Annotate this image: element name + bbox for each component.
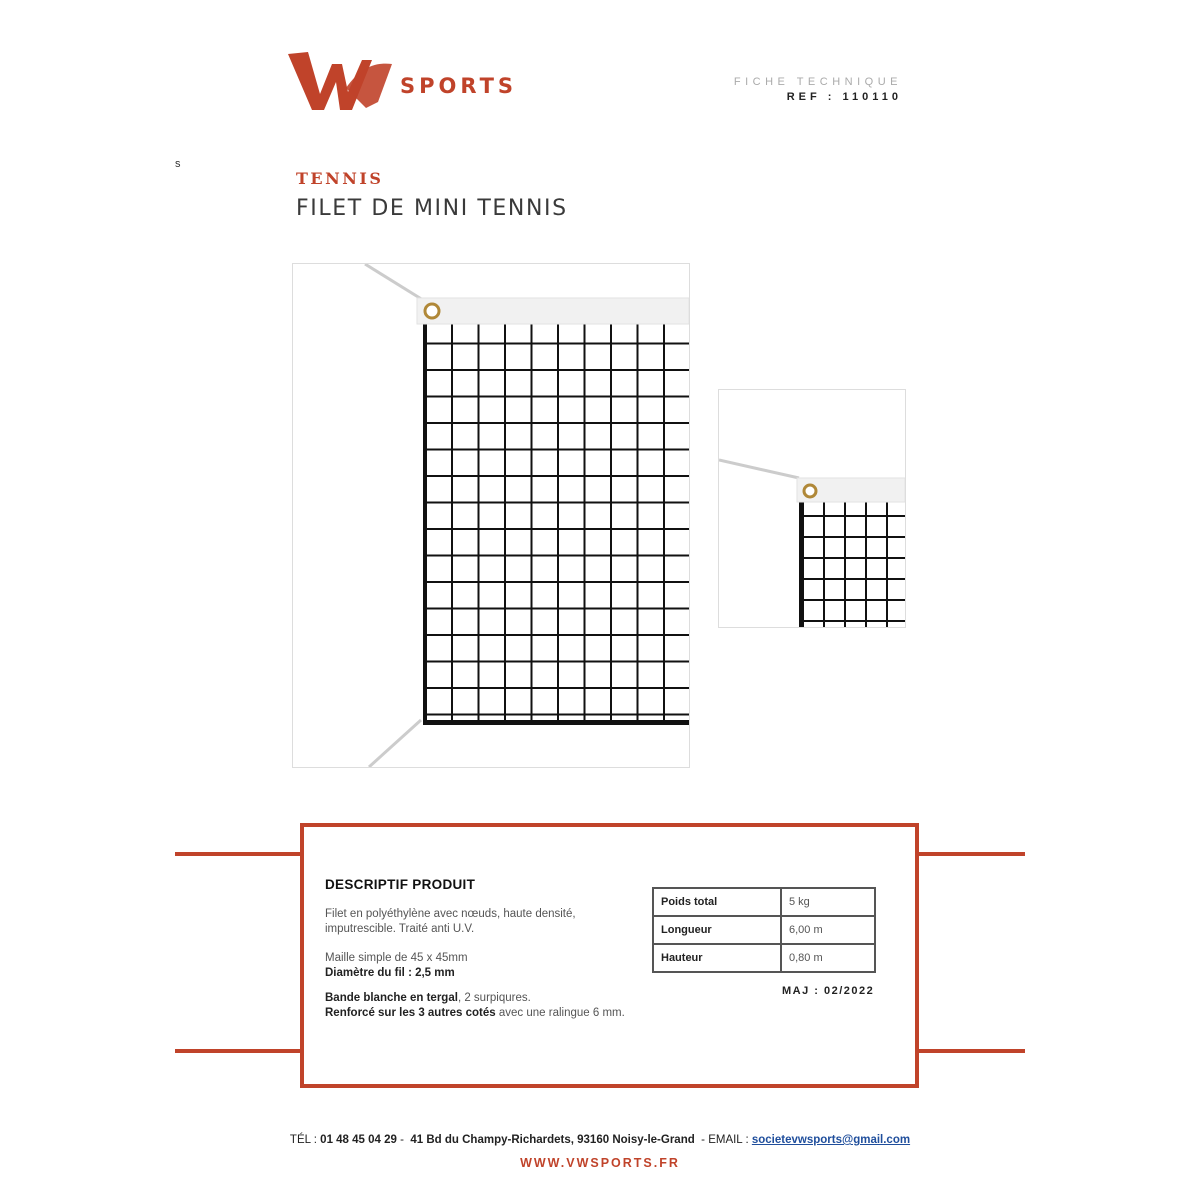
spec-value: 6,00 m [781,916,875,944]
brand-name: SPORTS [400,74,518,98]
footer-contact [0,1134,1200,1146]
description-paragraph [325,951,468,981]
separator: - [697,1134,709,1146]
description-text: Filet en polyéthylène avec nœuds, haute densité, [325,908,576,920]
email-link[interactable]: societevwsports@gmail.com [751,1134,911,1146]
separator: - [396,1134,408,1146]
description-text-bold: Diamètre du fil : 2,5 mm [325,967,455,979]
description-text: avec une ralingue 6 mm. [495,1007,625,1019]
spec-value: 5 kg [781,888,875,916]
product-category: TENNIS [296,169,384,188]
spec-label: Poids total [653,888,781,916]
table-row [653,916,875,944]
product-reference: REF : 110110 [786,91,902,103]
divider-line [919,1049,1025,1053]
description-paragraph [325,991,625,1021]
description-text: , 2 surpiqures. [457,992,531,1004]
description-heading: DESCRIPTIF PRODUIT [325,877,476,892]
net-illustration [293,264,689,767]
email-label: EMAIL : [708,1134,752,1146]
product-title: FILET DE MINI TENNIS [296,196,568,221]
divider-line [919,852,1025,856]
phone-number[interactable]: 01 48 45 04 29 [320,1134,397,1146]
divider-line [175,1049,300,1053]
tel-label: TÉL : [289,1134,321,1146]
divider-line [175,852,300,856]
spec-value: 0,80 m [781,944,875,972]
spec-label: Hauteur [653,944,781,972]
table-row [653,888,875,916]
document-type-label: FICHE TECHNIQUE [733,76,902,88]
description-paragraph [325,907,576,937]
description-text: Maille simple de 45 x 45mm [325,952,468,964]
stray-mark: s [175,158,181,170]
description-text: imputrescible. Traité anti U.V. [325,923,475,935]
net-detail-illustration [719,390,905,627]
product-image-main [292,263,690,768]
spec-label: Longueur [653,916,781,944]
address: 41 Bd du Champy-Richardets, 93160 Noisy-le-Grand [410,1134,695,1146]
update-date: MAJ : 02/2022 [782,985,875,997]
product-image-detail [718,389,906,628]
description-text-bold: Bande blanche en tergal [325,992,458,1004]
description-text-bold: Renforcé sur les 3 autres cotés [325,1007,496,1019]
specs-table [652,887,876,973]
table-row [653,944,875,972]
website-link[interactable]: WWW.VWSPORTS.FR [520,1156,680,1170]
